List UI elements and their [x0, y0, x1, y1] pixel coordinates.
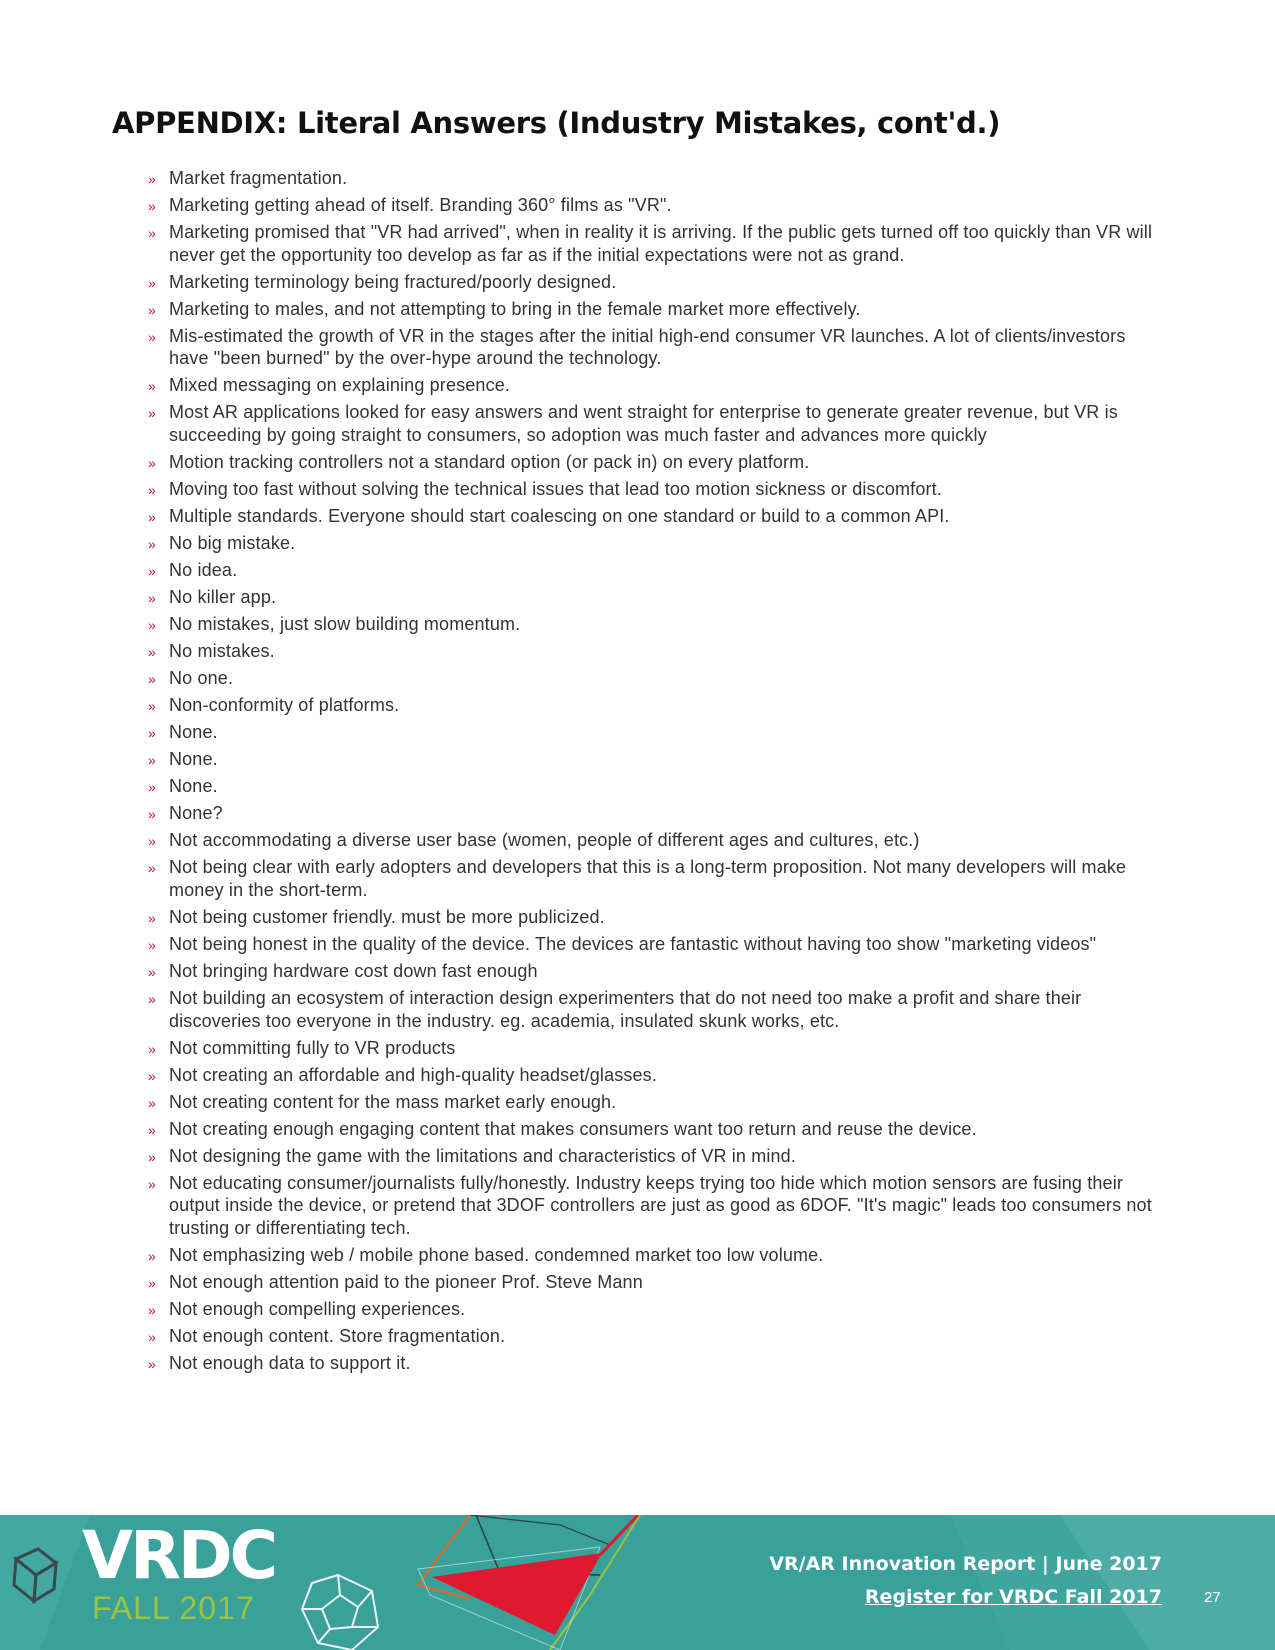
list-item: [145, 325, 1165, 370]
bullet-icon: »: [148, 725, 156, 742]
list-item: [145, 1145, 1165, 1168]
bullet-icon: »: [148, 1040, 156, 1057]
list-item-text: No idea.: [169, 560, 238, 581]
list-item-text: Mixed messaging on explaining presence.: [169, 375, 511, 396]
list-item-text: Not emphasizing web / mobile phone based. condemned market too low volume.: [169, 1244, 824, 1265]
list-item-text: Not creating content for the mass market early enough.: [169, 1091, 617, 1112]
list-item-text: Non-conformity of platforms.: [169, 695, 400, 716]
vrdc-logo-subtitle: FALL 2017: [92, 1590, 255, 1626]
list-item: [145, 613, 1165, 636]
footer-banner: [0, 1515, 1275, 1650]
list-item-text: Not being honest in the quality of the device. The devices are fantastic without having too show "marketing videos": [169, 933, 1097, 954]
list-item-text: Not designing the game with the limitations and characteristics of VR in mind.: [169, 1145, 796, 1166]
list-item: [145, 1037, 1165, 1060]
list-item-text: Not committing fully to VR products: [169, 1037, 456, 1058]
list-item-text: Not enough attention paid to the pioneer Prof. Steve Mann: [169, 1271, 643, 1292]
bullet-icon: »: [148, 936, 156, 953]
list-item-text: Not bringing hardware cost down fast enough: [169, 960, 538, 981]
bullet-icon: »: [148, 1328, 156, 1345]
list-item: [145, 1271, 1165, 1294]
bullet-icon: »: [148, 833, 156, 850]
bullet-icon: »: [148, 1301, 156, 1318]
bullet-icon: »: [148, 198, 156, 214]
list-item-text: No killer app.: [169, 587, 277, 608]
bullet-icon: »: [148, 752, 156, 769]
list-item: [145, 586, 1165, 609]
list-item: [145, 667, 1165, 690]
list-item: [145, 802, 1165, 825]
list-item: [145, 401, 1165, 446]
list-item-text: No mistakes, just slow building momentum.: [169, 614, 521, 635]
list-item: [145, 829, 1165, 852]
list-item: [145, 748, 1165, 771]
bullet-icon: »: [148, 779, 156, 796]
bullet-icon: »: [148, 1274, 156, 1291]
vrdc-logo: VRDC: [82, 1517, 276, 1594]
list-item: [145, 167, 1165, 190]
list-item: [145, 694, 1165, 717]
list-item-text: Moving too fast without solving the technical issues that lead too motion sickness or discomfort.: [169, 479, 942, 500]
report-info: VR/AR Innovation Report | June 2017: [769, 1553, 1162, 1575]
list-item: [145, 1118, 1165, 1141]
list-item-text: Multiple standards. Everyone should start coalescing on one standard or build to a common API.: [169, 506, 950, 527]
list-item-text: Marketing to males, and not attempting to bring in the female market more effectively.: [169, 298, 861, 319]
bullet-icon: »: [148, 536, 156, 553]
register-link[interactable]: Register for VRDC Fall 2017: [864, 1586, 1162, 1608]
list-item: [145, 478, 1165, 501]
page-number: 27: [1204, 1589, 1221, 1606]
list-item-text: No mistakes.: [169, 641, 275, 662]
list-item-text: None.: [169, 776, 218, 797]
list-item-text: Not being customer friendly. must be more publicized.: [169, 906, 605, 927]
list-item-text: Not creating an affordable and high-quality headset/glasses.: [169, 1064, 657, 1085]
bullet-icon: »: [148, 455, 156, 472]
list-item-text: Not enough content. Store fragmentation.: [169, 1325, 506, 1346]
list-item: [145, 1352, 1165, 1375]
bullet-icon: »: [148, 617, 156, 634]
list-item: [145, 933, 1165, 956]
list-item-text: Motion tracking controllers not a standard option (or pack in) on every platform.: [169, 452, 810, 473]
list-item-text: Not being clear with early adopters and developers that this is a long-term proposition. Not many developers will make money in the short-term.: [169, 857, 1127, 900]
list-item: [145, 194, 1165, 217]
list-item: [145, 1172, 1165, 1240]
bullet-icon: »: [148, 1355, 156, 1372]
list-item-text: None.: [169, 749, 218, 770]
bullet-icon: »: [148, 590, 156, 607]
bullet-icon: »: [148, 301, 156, 318]
list-item-text: Market fragmentation.: [169, 168, 348, 188]
list-item-text: Not building an ecosystem of interaction design experimenters that do not need too make a profit and share their discoveries too everyone in the industry. eg. academia, insulated skunk works, etc.: [169, 987, 1082, 1031]
list-item: [145, 856, 1165, 901]
list-item: [145, 775, 1165, 798]
list-item: [145, 298, 1165, 321]
list-item-text: Not creating enough engaging content that makes consumers want too return and reuse the device.: [169, 1118, 977, 1139]
bullet-icon: »: [148, 990, 156, 1007]
bullet-icon: »: [148, 405, 156, 422]
list-item: [145, 721, 1165, 744]
bullet-icon: »: [148, 909, 156, 926]
bullet-icon: »: [148, 509, 156, 526]
list-item: [145, 1298, 1165, 1321]
bullet-icon: »: [148, 482, 156, 499]
list-item: [145, 532, 1165, 555]
list-item: [145, 221, 1165, 266]
bullet-icon: »: [148, 378, 156, 395]
bullet-icon: »: [148, 328, 156, 345]
bullet-icon: »: [148, 1121, 156, 1138]
triangle-graphic: [418, 1515, 640, 1650]
bullet-icon: »: [148, 1094, 156, 1111]
list-item: [145, 559, 1165, 582]
list-item-text: Not enough data to support it.: [169, 1352, 411, 1373]
bullet-icon: »: [148, 806, 156, 823]
list-item-text: Marketing terminology being fractured/poorly designed.: [169, 271, 617, 292]
answers-list: [145, 167, 1165, 1379]
list-item-text: No one.: [169, 668, 234, 689]
list-item: [145, 374, 1165, 397]
list-item: [145, 960, 1165, 983]
list-item-text: None?: [169, 803, 223, 824]
bullet-icon: »: [148, 1067, 156, 1084]
list-item: [145, 987, 1165, 1032]
bullet-icon: »: [148, 963, 156, 980]
bullet-icon: »: [148, 860, 156, 877]
bullet-icon: »: [148, 1175, 156, 1192]
list-item: [145, 451, 1165, 474]
bullet-icon: »: [148, 644, 156, 661]
list-item: [145, 640, 1165, 663]
dodecahedron-icon: [302, 1575, 378, 1650]
bullet-icon: »: [148, 171, 156, 187]
list-item: [145, 1064, 1165, 1087]
list-item: [145, 1244, 1165, 1267]
list-item: [145, 1091, 1165, 1114]
bullet-icon: »: [148, 698, 156, 715]
bullet-icon: »: [148, 671, 156, 688]
bullet-icon: »: [148, 1148, 156, 1165]
bullet-icon: »: [148, 274, 156, 291]
list-item-text: Marketing getting ahead of itself. Branding 360° films as "VR".: [169, 195, 672, 215]
list-item-text: Not enough compelling experiences.: [169, 1298, 466, 1319]
list-item-text: Mis-estimated the growth of VR in the stages after the initial high-end consumer VR launches. A lot of clients/investors have "been burned" by the over-hype around the technology.: [169, 325, 1126, 369]
bullet-icon: »: [148, 563, 156, 580]
bullet-icon: »: [148, 225, 156, 241]
list-item-text: Not accommodating a diverse user base (women, people of different ages and cultures, etc.): [169, 830, 920, 851]
page-title: APPENDIX: Literal Answers (Industry Mistakes, cont'd.): [112, 106, 1001, 140]
list-item: [145, 271, 1165, 294]
list-item-text: No big mistake.: [169, 533, 296, 554]
bullet-icon: »: [148, 1247, 156, 1264]
list-item: [145, 906, 1165, 929]
list-item-text: Most AR applications looked for easy answers and went straight for enterprise to generate greater revenue, but VR is succeeding by going straight to consumers, so adoption was much faster and advances more quickly: [169, 402, 1118, 446]
list-item: [145, 1325, 1165, 1348]
list-item-text: Not educating consumer/journalists fully/honestly. Industry keeps trying too hide which motion sensors are fusing their output inside the device, or pretend that 3DOF controllers are just as good as 6DOF. "It's magic" leads too consumers not trusting or differentiating tech.: [169, 1172, 1152, 1238]
list-item: [145, 505, 1165, 528]
list-item-text: None.: [169, 722, 218, 743]
list-item-text: Marketing promised that "VR had arrived", when in reality it is arriving. If the public gets turned off too quickly than VR will never get the opportunity too develop as far as if the initial expectations were not as grand.: [169, 222, 1153, 265]
